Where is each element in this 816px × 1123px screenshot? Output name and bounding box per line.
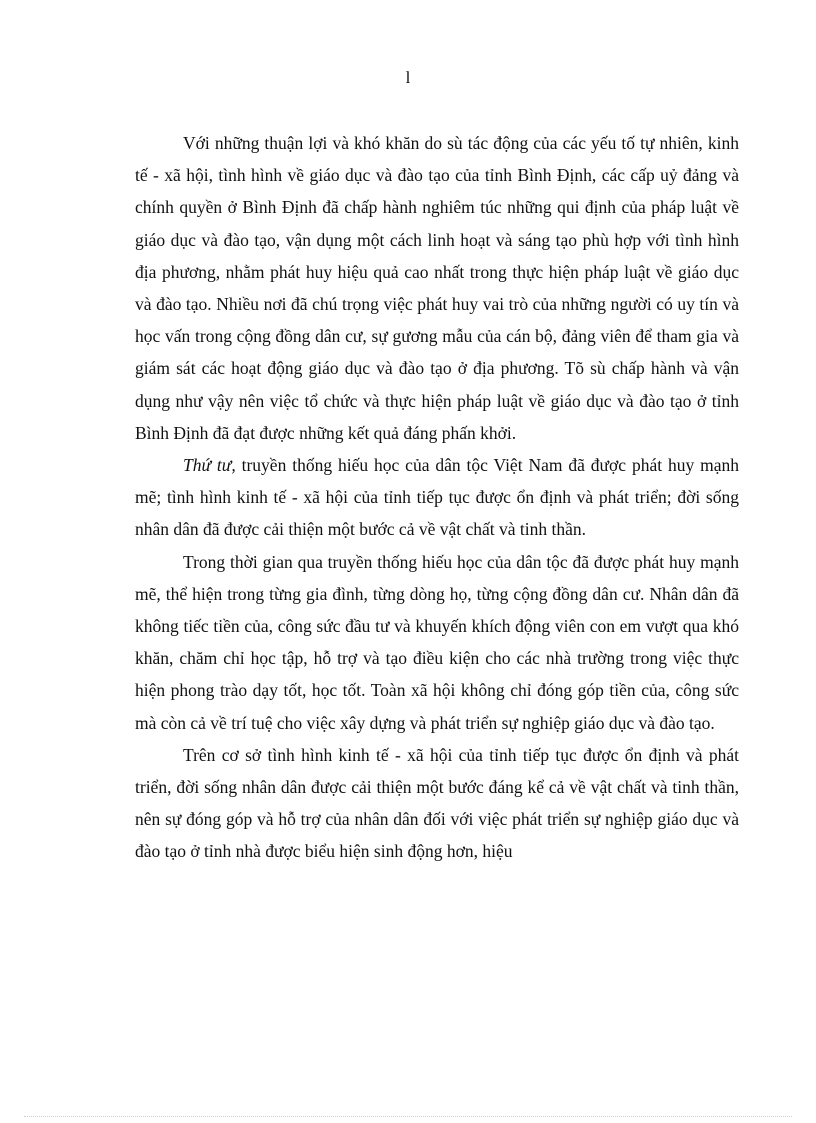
paragraph-2-lead: Thứ tư, bbox=[183, 455, 236, 476]
body-text bbox=[135, 127, 739, 868]
bottom-rule bbox=[24, 1116, 792, 1117]
paragraph-4: Trên cơ sở tình hình kinh tế - xã hội của tỉnh tiếp tục được ổn định và phát triển, đời sống nhân dân được cải thiện một bước đáng kể cả về vật chất và tinh thần, nên sự đóng góp và hỗ trợ của nhân dân đối với việc phát triển sự nghiệp giáo dục và đào tạo ở tỉnh nhà được biểu hiện sinh động hơn, hiệu bbox=[135, 744, 739, 862]
paragraph-2-body: truyền thống hiếu học của dân tộc Việt Nam đã được phát huy mạnh mẽ; tình hình kinh tế - xã hội của tỉnh tiếp tục được ổn định và phát triển; đời sống nhân dân đã được cải thiện một bước cả về vật chất và tinh thần. bbox=[135, 455, 739, 540]
paragraph-2 bbox=[135, 449, 739, 546]
paragraph-1: Với những thuận lợi và khó khăn do sù tác động của các yếu tố tự nhiên, kinh tế - xã hội, tình hình về giáo dục và đào tạo của tỉnh Bình Định, các cấp uỷ đảng và chính quyền ở Bình Định đã chấp hành nghiêm túc những qui định của pháp luật về giáo dục và đào tạo, vận dụng một cách linh hoạt và sáng tạo phù hợp với tình hình địa phương, nhằm phát huy hiệu quả cao nhất trong thực hiện pháp luật về giáo dục và đào tạo. Nhiều nơi đã chú trọng việc phát huy vai trò của những người có uy tín và học vấn trong cộng đồng dân cư, sự gương mẫu của cán bộ, đảng viên để tham gia và giám sát các hoạt động giáo dục và đào tạo ở địa phương. Tõ sù chấp hành và vận dụng như vậy nên việc tổ chức và thực hiện pháp luật về giáo dục và đào tạo ở tỉnh Bình Định đã đạt được những kết quả đáng phấn khởi. bbox=[135, 133, 739, 443]
paragraph-3: Trong thời gian qua truyền thống hiếu học của dân tộc đã được phát huy mạnh mẽ, thể hiện trong từng gia đình, từng dòng họ, từng cộng đồng dân cư. Nhân dân đã không tiếc tiền của, công sức đầu tư và khuyến khích động viên con em vượt qua khó khăn, chăm chỉ học tập, hỗ trợ và tạo điều kiện cho các nhà trường trong việc thực hiện phong trào dạy tốt, học tốt. Toàn xã hội không chỉ đóng góp tiền của, công sức mà còn cả về trí tuệ cho việc xây dựng và phát triển sự nghiệp giáo dục và đào tạo. bbox=[135, 551, 739, 733]
page-number: l bbox=[405, 68, 411, 87]
